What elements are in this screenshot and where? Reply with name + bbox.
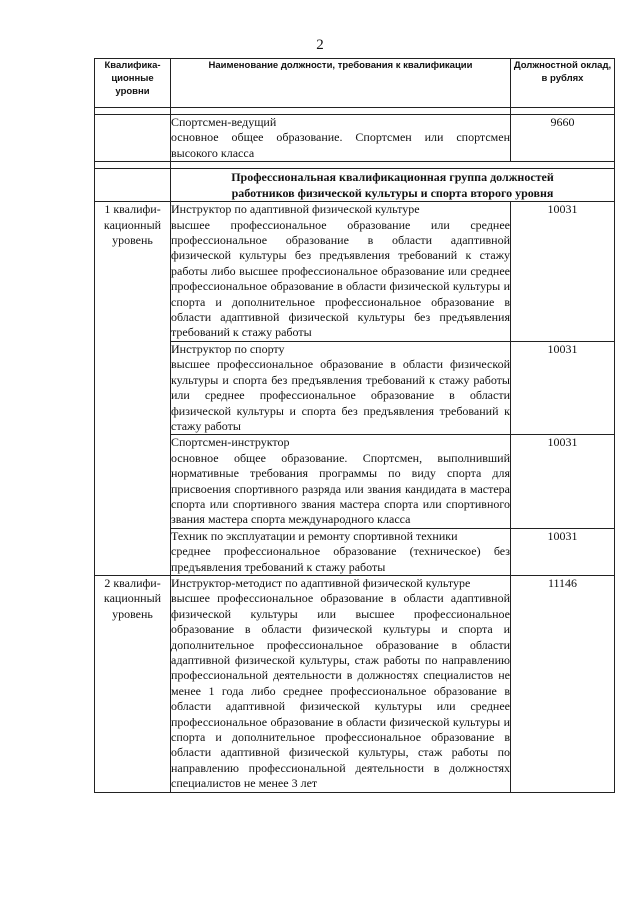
salary-cell: 11146 [511, 575, 615, 792]
group-title: Профессиональная квалификационная группа должностей работников физической культуры и спорта второго уровня [171, 169, 615, 202]
level-cell-empty [95, 115, 171, 162]
table-row [95, 575, 615, 792]
position-cell: Спортсмен-ведущий основное общее образование. Спортсмен или спортсмен высокого класса [171, 115, 510, 160]
salary-cell: 10031 [511, 528, 615, 575]
position-cell: Инструктор-методист по адаптивной физической культуре высшее профессиональное образование в области адаптивной физической культуры или высшее профессиональное образование в области физической культуры и спорта и дополнительное профессиональное образование в области адаптивной физической культуры, стаж работы по направлению профессиональной деятельности в должностях специалистов не менее 1 года либо среднее профессиональное образование в области адаптивной физической культуры или среднее профессиональное образование в области физической культуры и спорта и дополнительное профессиональное образование в области адаптивной физической культуры, стаж работы по направлению профессиональной деятельности в должностях специалистов не менее 3 лет [171, 575, 510, 791]
qualification-table [94, 58, 615, 793]
position-cell: Инструктор по адаптивной физической культуре высшее профессиональное образование или среднее профессиональное образование в области адаптивной физической культуры без предъявления требований к стажу работы либо высшее профессиональное образование или среднее профессиональное образование в области физической культуры и спорта и дополнительное профессиональное образование в области адаптивной физической культуры без предъявления требований к стажу работы [171, 202, 510, 340]
salary-cell: 10031 [511, 202, 615, 342]
position-cell: Техник по эксплуатации и ремонту спортивной техники среднее профессиональное образование (техническое) без предъявления требований к стажу работы [171, 528, 510, 574]
salary-cell: 9660 [511, 115, 615, 162]
page-number: 2 [316, 37, 324, 53]
level-cell-empty [95, 169, 171, 202]
spacer-row [95, 162, 615, 169]
salary-cell: 10031 [511, 341, 615, 434]
table-row [95, 528, 615, 575]
level-1-label: 1 квалифи- кационный уровень [95, 202, 171, 576]
header-salary: Должностной оклад, в рублях [511, 59, 615, 108]
position-cell: Спортсмен-инструктор основное общее образование. Спортсмен, выполнивший нормативные требования программы по виду спорта для присвоения спортивного разряда или звания кандидата в мастера спорта или спортивного звания мастера спорта или спортивного звания мастера спорта международного класса [171, 435, 510, 527]
position-cell: Инструктор по спорту высшее профессиональное образование в области физической культуры и спорта без предъявления требований к стажу работы или среднее профессиональное образование в области физической культуры и спорта без предъявления требований к стажу работы [171, 341, 510, 433]
header-gap-row [95, 108, 615, 115]
salary-cell: 10031 [511, 435, 615, 528]
table-header-row [95, 59, 615, 108]
table-row [95, 115, 615, 162]
table-row [95, 202, 615, 342]
header-levels: Квалифика- ционные уровни [95, 59, 171, 108]
table-row [95, 435, 615, 528]
group-title-row [95, 169, 615, 202]
table-row [95, 341, 615, 434]
level-2-label: 2 квалифи- кационный уровень [95, 575, 171, 792]
header-position: Наименование должности, требования к квалификации [171, 59, 511, 108]
